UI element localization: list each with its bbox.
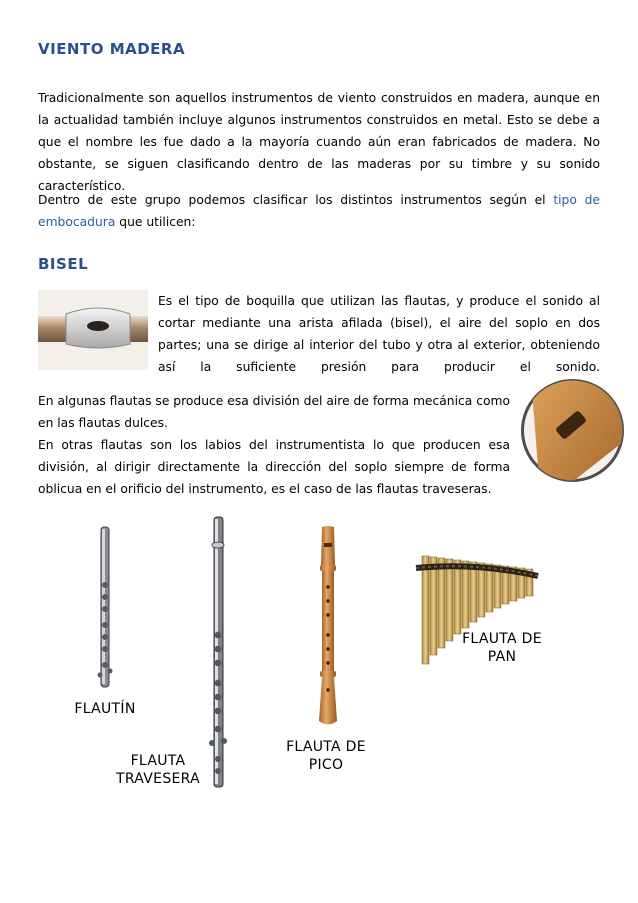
group-text-after: que utilicen: <box>119 215 196 229</box>
bisel-description: Es el tipo de boquilla que utilizan las flautas, y produce el sonido al cortar mediante una arista afilada (bisel), el aire del soplo en dos partes; una se dirige al interior del tubo y otra al exterior, obteniendo así la suficiente presión para producir el sonido. <box>158 294 600 374</box>
embouchure-link[interactable]: tipo de embocadura <box>38 193 600 229</box>
transverse-flute-image <box>200 515 236 790</box>
page-title: VIENTO MADERA <box>38 40 186 58</box>
recorder-closeup-image <box>520 378 625 483</box>
piccolo-image <box>88 525 122 690</box>
piccolo-label: FLAUTÍN <box>74 701 136 717</box>
recorder-label-line2: PICO <box>308 757 344 773</box>
transverse-flute-label <box>98 752 218 788</box>
recorder-label-line1: FLAUTA DE <box>286 739 366 755</box>
intro-paragraph: Tradicionalmente son aquellos instrumentos de viento construidos en madera, aunque en la actualidad también incluye algunos instrumentos construidos en metal. Esto se debe a que el nombre les fue dado a la mayoría cuando aún eran fabricados de madera. No obstante, se siguen clasificando dentro de las maderas por su timbre y su sonido característico. <box>38 91 600 193</box>
group-paragraph <box>38 189 600 233</box>
lips-paragraph: En otras flautas son los labios del instrumentista lo que producen esa división, al dirigir directamente la dirección del soplo siempre de forma oblicua en el orificio del instrumento, es el caso de las flautas traveseras. <box>38 438 510 496</box>
group-text-before: Dentro de este grupo podemos clasificar los distintos instrumentos según el <box>38 193 546 207</box>
recorder-image <box>310 525 346 730</box>
pan-flute-label-line2: PAN <box>487 649 517 665</box>
bisel-heading: BISEL <box>38 255 89 273</box>
pan-flute-label-line1: FLAUTA DE <box>462 631 542 647</box>
transverse-flute-label-line2: TRAVESERA <box>116 771 200 787</box>
flute-mouthpiece-image <box>38 290 148 370</box>
mechanical-paragraph: En algunas flautas se produce esa división del aire de forma mecánica como en las flautas dulces. <box>38 394 510 430</box>
recorder-label <box>266 738 386 774</box>
pan-flute-label <box>452 630 552 666</box>
transverse-flute-label-line1: FLAUTA <box>130 753 186 769</box>
